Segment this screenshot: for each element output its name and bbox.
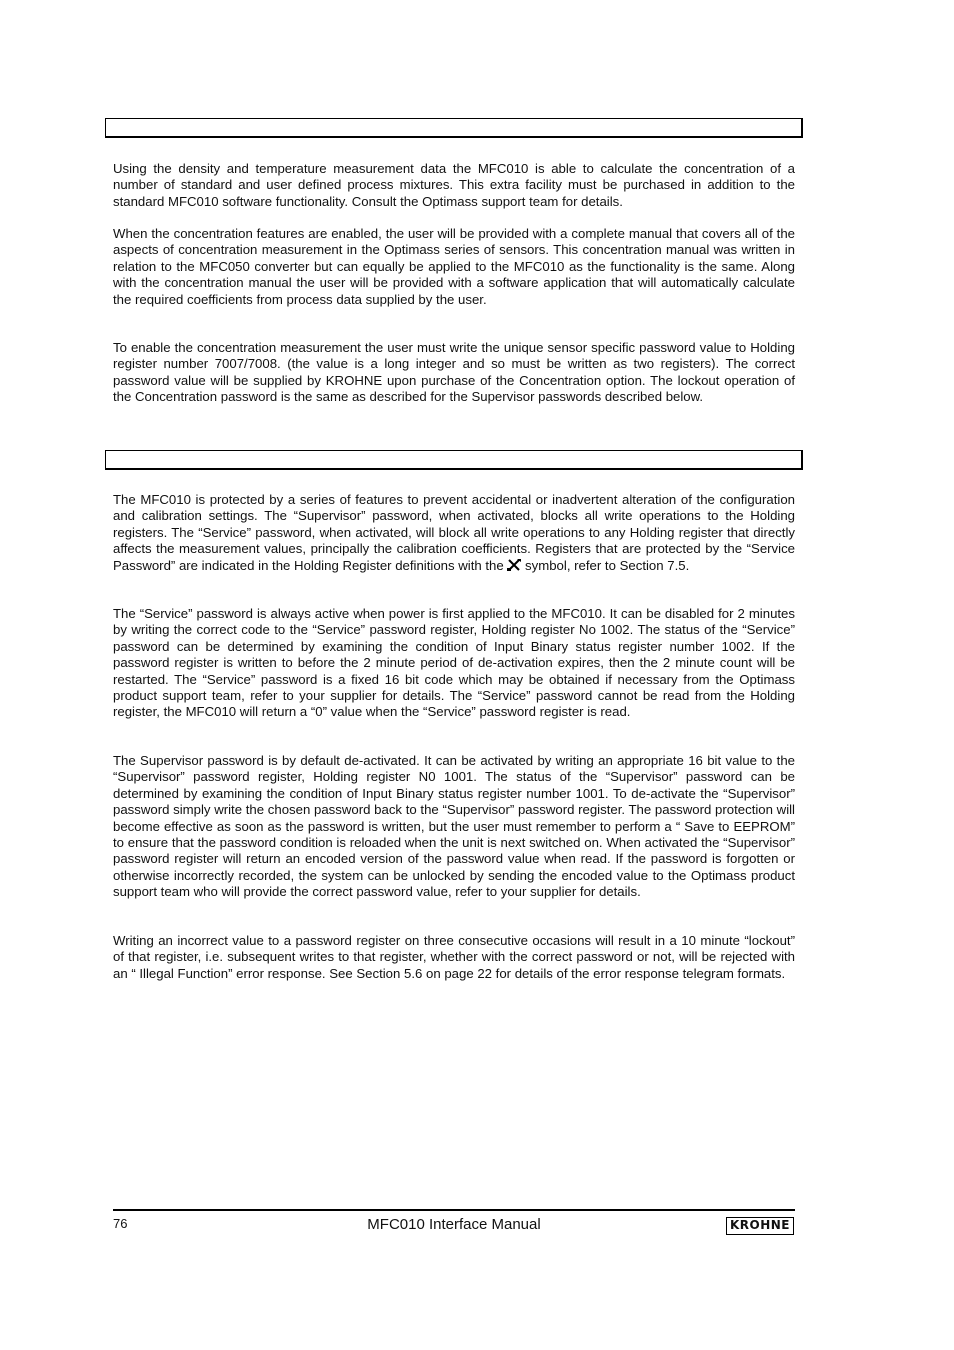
- section-heading-box-concentration: [105, 118, 803, 138]
- section-heading-box-passwords: [105, 450, 803, 470]
- paragraph-lockout: Writing an incorrect value to a password register on three consecutive occasions will result in a 10 minute “lockout” of that register, i.e. subsequent writes to that register, whether with the correct password or not, will be rejected with an “ Illegal Function” error response. See Section 5.6 on page 22 for details of the error response telegram formats.: [113, 933, 795, 981]
- footer-rule: [113, 1209, 795, 1211]
- paragraph-supervisor-password: The Supervisor password is by default de-activated. It can be activated by writing an appropriate 16 bit value to the “Supervisor” password register, Holding register N0 1001. The status of the “Supervisor” password can be determined by examining the condition of Input Binary status register number 1001. To de-activate the “Supervisor” password simply write the chosen password back to the “Supervisor” password register. The password protection will become effective as soon as the password is written, but the user must remember to perform a “ Save to EEPROM” to ensure that the password condition is reloaded when the unit is next switched on. When activated the “Supervisor” password register will return an encoded version of the password value when read. If the password is forgotten or otherwise incorrectly recorded, the system can be unlocked by sending the encoded value to the Optimass product support team who will provide the correct password value, refer to your supplier for details.: [113, 753, 795, 900]
- paragraph-concentration-intro: Using the density and temperature measurement data the MFC010 is able to calculate the concentration of a number of standard and user defined process mixtures. This extra facility must be purchased in addition to the standard MFC010 software functionality. Consult the Optimass support team for details.: [113, 161, 795, 209]
- paragraph-password-protection: The MFC010 is protected by a series of features to prevent accidental or inadvertent alteration of the configuration and calibration settings. The “Supervisor” password, when activated, blocks all write operations to the Holding registers. The “Service” password, when activated, will block all write operations to any Holding register that directly affects the measurement values, principally the calibration coefficients. Registers that are protected by the “Service Password” are indicated in the Holding Register definitions with the symbol, refer to Section 7.5.: [113, 492, 795, 573]
- page-number: 76: [113, 1216, 128, 1231]
- paragraph-concentration-enable: To enable the concentration measurement the user must write the unique sensor specific password value to Holding register number 7007/7008. (the value is a long integer and so must be written as two registers). The correct password value will be supplied by KROHNE upon purchase of the Concentration option. The lockout operation of the Concentration password is the same as described for the Supervisor passwords described below.: [113, 340, 795, 405]
- paragraph-service-password: The “Service” password is always active when power is first applied to the MFC010. It can be disabled for 2 minutes by writing the correct code to the “Service” password register, Holding register No 1002. The status of the “Service” password can be determined by examining the condition of Input Binary status register number 1002. If the password register is written to before the 2 minute period of de-activation expires, then the 2 minute count will be restarted. The “Service” password is a fixed 16 bit code which may be obtained if necessary from the Optimass product support team, refer to your supplier for details. The “Service” password cannot be read from the Holding register, the MFC010 will return a “0” value when the “Service” password register is read.: [113, 606, 795, 720]
- footer-title: MFC010 Interface Manual: [367, 1216, 541, 1233]
- service-tool-icon: [507, 559, 521, 571]
- krohne-logo: KROHNE: [726, 1217, 794, 1235]
- paragraph-concentration-manual: When the concentration features are enabled, the user will be provided with a complete manual that covers all of the aspects of concentration measurement in the Optimass series of sensors. This concentration manual was written in relation to the MFC050 converter but can equally be applied to the MFC010 as the functionality is the same. Along with the concentration manual the user will be provided with a software application that will automatically calculate the required coefficients from process data supplied by the user.: [113, 226, 795, 307]
